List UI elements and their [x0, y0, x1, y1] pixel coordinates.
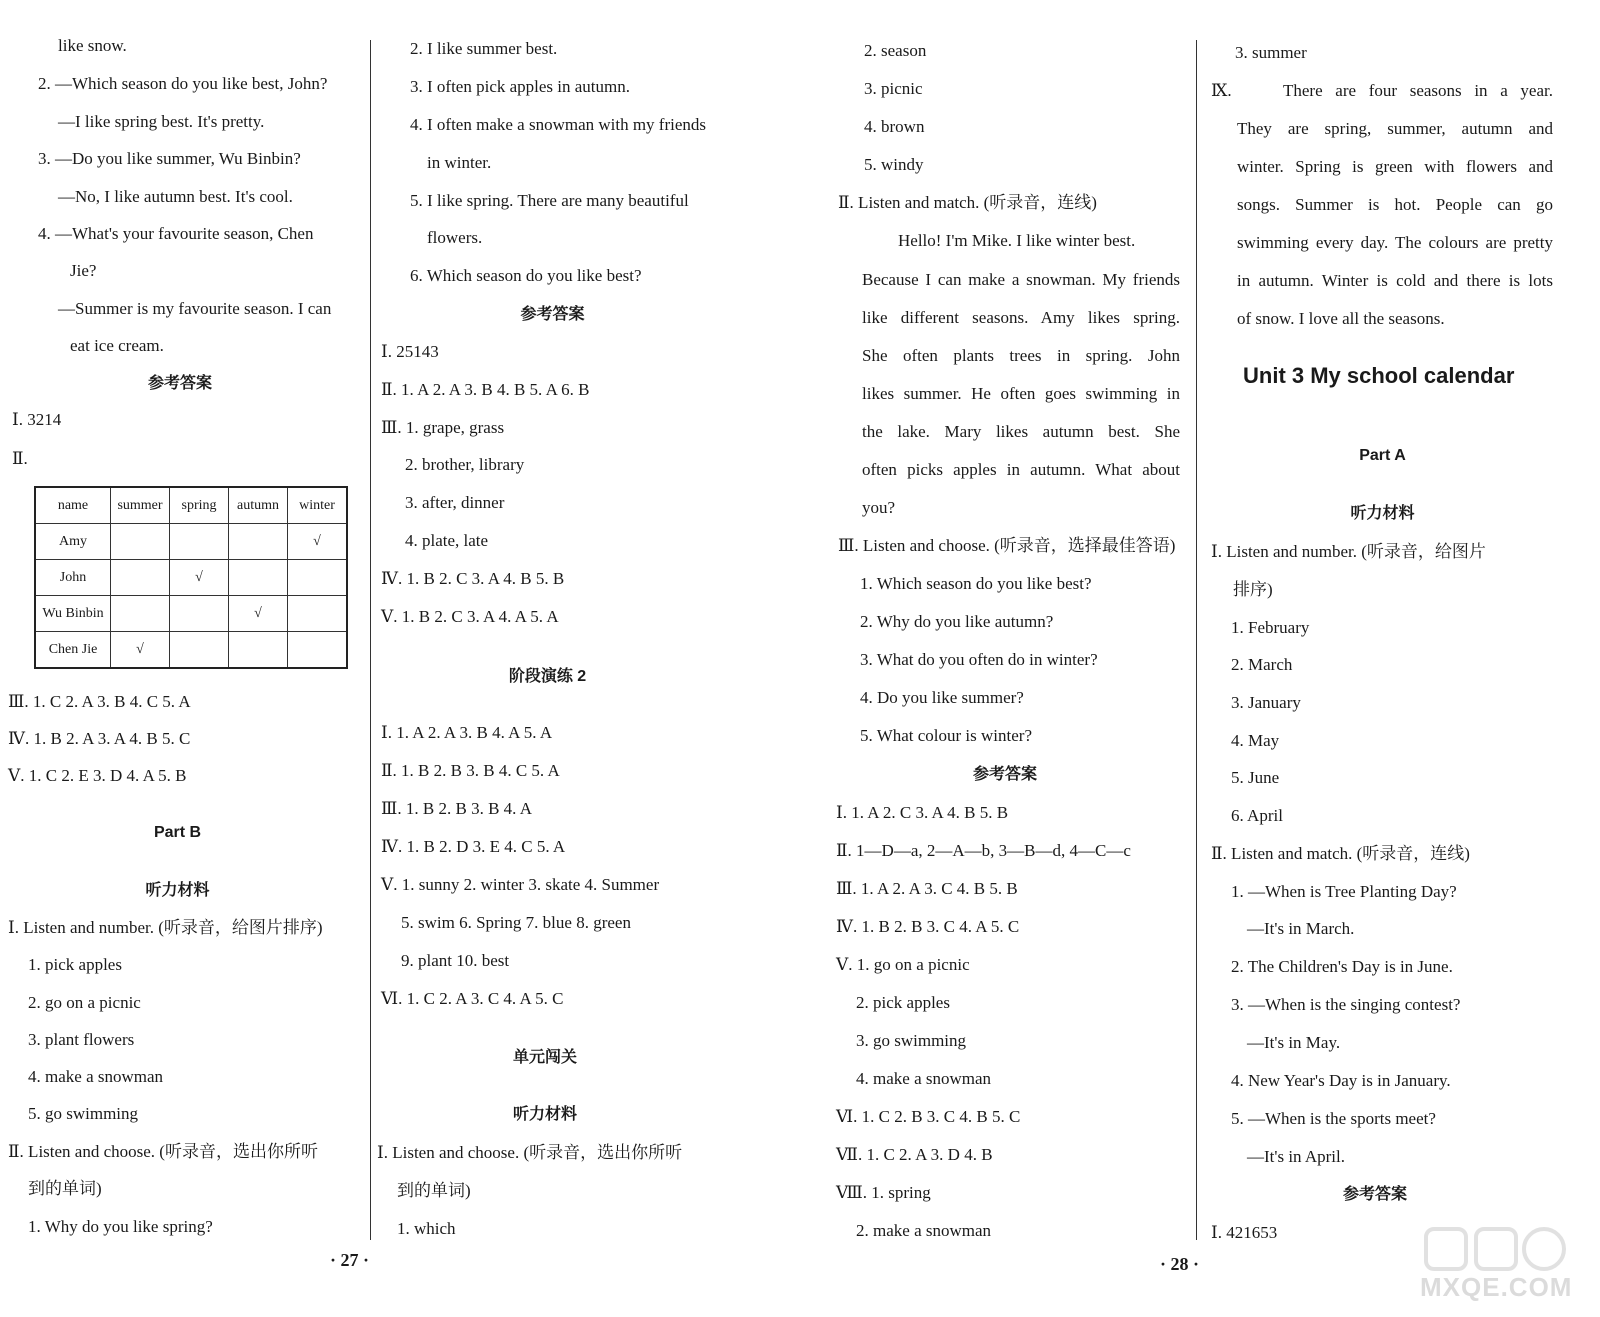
- text-line: 5. I like spring. There are many beautiful: [410, 191, 689, 210]
- answer-heading: 参考答案: [147, 375, 212, 392]
- answer-line: 3. after, dinner: [405, 493, 505, 512]
- table-cell: √: [111, 632, 170, 669]
- paragraph-line: She often plants trees in spring. John: [862, 346, 1180, 365]
- watermark-text: MXQE.COM: [1420, 1272, 1573, 1302]
- text-line: 4. —What's your favourite season, Chen: [38, 224, 314, 243]
- listening-heading: 听力材料: [1350, 505, 1415, 522]
- listening-heading: 听力材料: [145, 882, 210, 899]
- answer-line: Ⅷ. 1. spring: [836, 1183, 931, 1202]
- answer-line: Ⅵ. 1. C 2. A 3. C 4. A 5. C: [381, 989, 564, 1008]
- paragraph-line: you?: [862, 498, 896, 517]
- paragraph-line: swimming every day. The colours are pretty: [1237, 233, 1553, 252]
- answer-line: 2. make a snowman: [856, 1221, 992, 1240]
- answer-line: Ⅱ. 1—D—a, 2—A—b, 3—B—d, 4—C—c: [836, 841, 1131, 860]
- text-line: 2. March: [1231, 655, 1293, 674]
- text-line: 3. I often pick apples in autumn.: [410, 77, 631, 96]
- text-line: Ⅲ. Listen and choose. (听录音，选择最佳答语): [838, 536, 1176, 555]
- text-line: 6. Which season do you like best?: [410, 266, 642, 285]
- table-row: [35, 632, 347, 669]
- paragraph-line: winter. Spring is green with flowers and: [1237, 157, 1553, 176]
- text-line: 2. I like summer best.: [410, 39, 558, 58]
- text-line: 1. Why do you like spring?: [28, 1217, 213, 1236]
- answer-line: Ⅰ. 1. A 2. C 3. A 4. B 5. B: [836, 803, 1009, 822]
- text-line: 2. Why do you like autumn?: [860, 612, 1054, 631]
- answer-line: Ⅱ. 1. B 2. B 3. B 4. C 5. A: [381, 761, 560, 780]
- column-divider: [1196, 40, 1197, 1240]
- text-line: 3. What do you often do in winter?: [860, 650, 1098, 669]
- table-cell: [288, 632, 348, 669]
- text-line: 1. February: [1231, 618, 1310, 637]
- answer-line: Ⅴ. 1. go on a picnic: [836, 955, 970, 974]
- table-cell: √: [170, 560, 229, 596]
- paragraph-line: of snow. I love all the seasons.: [1237, 309, 1445, 328]
- text-line: 3. summer: [1235, 43, 1307, 62]
- text-line: 到的单词): [397, 1181, 471, 1200]
- paragraph-line: There are four seasons in a year.: [1283, 81, 1553, 100]
- text-line: Ⅰ. Listen and choose. (听录音，选出你所听: [377, 1143, 683, 1162]
- answer-line: Ⅱ. 1. A 2. A 3. B 4. B 5. A 6. B: [381, 380, 590, 399]
- paragraph-line: like different seasons. Amy likes spring.: [862, 308, 1180, 327]
- answer-line: Ⅳ. 1. B 2. D 3. E 4. C 5. A: [381, 837, 566, 856]
- table-header-cell: winter: [288, 487, 348, 524]
- answer-line: Ⅲ. 1. C 2. A 3. B 4. C 5. A: [8, 692, 191, 711]
- text-line: 3. plant flowers: [28, 1030, 135, 1049]
- text-line: 2. go on a picnic: [28, 993, 141, 1012]
- text-line: 4. brown: [864, 117, 925, 136]
- answer-line: 2. brother, library: [405, 455, 525, 474]
- text-line: Jie?: [70, 261, 97, 280]
- text-line: Ⅱ. Listen and match. (听录音，连线): [1211, 844, 1470, 863]
- text-line: 5. June: [1231, 768, 1280, 787]
- table-cell: √: [288, 524, 348, 560]
- paragraph-line: songs. Summer is hot. People can go: [1237, 195, 1553, 214]
- answer-line: Ⅳ. 1. B 2. B 3. C 4. A 5. C: [836, 917, 1020, 936]
- answer-line: Ⅶ. 1. C 2. A 3. D 4. B: [836, 1145, 993, 1164]
- part-heading: Part A: [1359, 447, 1406, 464]
- table-header-cell: name: [35, 487, 111, 524]
- text-line: 4. make a snowman: [28, 1067, 164, 1086]
- text-line: 2. —Which season do you like best, John?: [38, 74, 328, 93]
- paragraph-line: likes summer. He often goes swimming in: [862, 384, 1180, 403]
- answer-line: 5. swim 6. Spring 7. blue 8. green: [401, 913, 631, 932]
- watermark-glyph-icon: [1420, 1223, 1570, 1275]
- table-cell: √: [229, 596, 288, 632]
- text-line: like snow.: [58, 36, 127, 55]
- text-line: 排序): [1233, 580, 1273, 599]
- table-header-cell: summer: [111, 487, 170, 524]
- paragraph-line: in autumn. Winter is cold and there is lots: [1237, 271, 1553, 290]
- paragraph-line: They are spring, summer, autumn and: [1237, 119, 1553, 138]
- table-cell-name: John: [35, 560, 111, 596]
- unit-title: Unit 3 My school calendar: [1243, 363, 1515, 388]
- answer-line: 2. pick apples: [856, 993, 950, 1012]
- paragraph-line: Because I can make a snowman. My friends: [862, 270, 1180, 289]
- answer-line: Ⅱ.: [12, 449, 28, 468]
- answer-heading: 参考答案: [1342, 1186, 1407, 1203]
- table-cell: [170, 596, 229, 632]
- text-line: 5. What colour is winter?: [860, 726, 1033, 745]
- table-row: [35, 560, 347, 596]
- paragraph-line: the lake. Mary likes autumn best. She: [862, 422, 1180, 441]
- answer-line: Ⅲ. 1. B 2. B 3. B 4. A: [381, 799, 532, 818]
- text-line: —It's in March.: [1247, 919, 1355, 938]
- text-line: 5. go swimming: [28, 1104, 139, 1123]
- answer-line: Ⅵ. 1. C 2. B 3. C 4. B 5. C: [836, 1107, 1021, 1126]
- answer-line: 4. make a snowman: [856, 1069, 992, 1088]
- text-line: 2. The Children's Day is in June.: [1231, 957, 1453, 976]
- season-answer-table: [34, 486, 348, 669]
- table-row: [35, 524, 347, 560]
- text-line: Ⅰ. Listen and number. (听录音，给图片: [1211, 542, 1486, 561]
- text-line: 4. New Year's Day is in January.: [1231, 1071, 1451, 1090]
- text-line: 到的单词): [28, 1179, 102, 1198]
- table-row: [35, 596, 347, 632]
- page-number-left: · 27 ·: [330, 1250, 370, 1270]
- text-line: 3. —When is the singing contest?: [1231, 995, 1461, 1014]
- table-cell: [229, 560, 288, 596]
- text-line: 5. —When is the sports meet?: [1231, 1109, 1436, 1128]
- answer-line: 4. plate, late: [405, 531, 489, 550]
- text-line: —I like spring best. It's pretty.: [58, 112, 265, 131]
- stage-heading: 阶段演练 2: [508, 668, 587, 685]
- text-line: 1. —When is Tree Planting Day?: [1231, 882, 1457, 901]
- answer-line: 9. plant 10. best: [401, 951, 510, 970]
- section-label: Ⅸ.: [1211, 81, 1232, 100]
- part-heading: Part B: [153, 824, 202, 841]
- text-line: eat ice cream.: [70, 336, 164, 355]
- paragraph-line: Hello! I'm Mike. I like winter best.: [898, 231, 1136, 250]
- watermark-logo: [1420, 1223, 1573, 1303]
- text-line: flowers.: [427, 228, 483, 247]
- answer-line: Ⅴ. 1. B 2. C 3. A 4. A 5. A: [381, 607, 559, 626]
- answer-line: Ⅲ. 1. grape, grass: [381, 418, 505, 437]
- text-line: —It's in May.: [1247, 1033, 1341, 1052]
- table-cell-name: Amy: [35, 524, 111, 560]
- text-line: 4. Do you like summer?: [860, 688, 1024, 707]
- text-line: 4. I often make a snowman with my friends: [410, 115, 707, 134]
- text-line: Ⅱ. Listen and match. (听录音，连线): [838, 193, 1097, 212]
- text-line: 3. picnic: [864, 79, 923, 98]
- answer-line: Ⅰ. 1. A 2. A 3. B 4. A 5. A: [381, 723, 553, 742]
- table-header-row: [35, 487, 347, 524]
- text-line: 1. Which season do you like best?: [860, 574, 1092, 593]
- text-line: 3. January: [1231, 693, 1301, 712]
- answer-line: Ⅴ. 1. C 2. E 3. D 4. A 5. B: [8, 766, 187, 785]
- table-cell: [111, 524, 170, 560]
- table-cell: [288, 596, 348, 632]
- page-number-right: · 28 ·: [1160, 1254, 1200, 1274]
- answer-line: Ⅳ. 1. B 2. A 3. A 4. B 5. C: [8, 729, 191, 748]
- table-header-cell: spring: [170, 487, 229, 524]
- unit-test-heading: 单元闯关: [512, 1049, 577, 1066]
- text-line: —Summer is my favourite season. I can: [58, 299, 332, 318]
- table-cell: [229, 524, 288, 560]
- table-cell-name: Chen Jie: [35, 632, 111, 669]
- table-cell: [111, 596, 170, 632]
- table-cell-name: Wu Binbin: [35, 596, 111, 632]
- answer-heading: 参考答案: [520, 306, 585, 323]
- text-line: Ⅱ. Listen and choose. (听录音，选出你所听: [8, 1142, 318, 1161]
- text-line: 5. windy: [864, 155, 924, 174]
- answer-line: Ⅲ. 1. A 2. A 3. C 4. B 5. B: [836, 879, 1018, 898]
- answer-line: 3. go swimming: [856, 1031, 967, 1050]
- paragraph-line: often picks apples in autumn. What about: [862, 460, 1180, 479]
- table-header-cell: autumn: [229, 487, 288, 524]
- answer-line: Ⅳ. 1. B 2. C 3. A 4. B 5. B: [381, 569, 565, 588]
- column-divider: [370, 40, 371, 1240]
- text-line: 1. which: [397, 1219, 456, 1238]
- text-line: Ⅰ. Listen and number. (听录音，给图片排序): [8, 918, 323, 937]
- table-cell: [229, 632, 288, 669]
- table-cell: [170, 524, 229, 560]
- text-line: —It's in April.: [1247, 1147, 1345, 1166]
- text-line: 2. season: [864, 41, 927, 60]
- listening-heading: 听力材料: [512, 1106, 577, 1123]
- text-line: in winter.: [427, 153, 492, 172]
- answer-line: Ⅰ. 421653: [1211, 1223, 1278, 1242]
- answer-line: Ⅴ. 1. sunny 2. winter 3. skate 4. Summer: [381, 875, 660, 894]
- text-line: 1. pick apples: [28, 955, 122, 974]
- text-line: 4. May: [1231, 731, 1280, 750]
- answer-heading: 参考答案: [972, 766, 1037, 783]
- text-line: —No, I like autumn best. It's cool.: [58, 187, 293, 206]
- answer-line: Ⅰ. 3214: [12, 410, 62, 429]
- table-cell: [170, 632, 229, 669]
- text-line: 6. April: [1231, 806, 1283, 825]
- text-line: 3. —Do you like summer, Wu Binbin?: [38, 149, 301, 168]
- table-cell: [288, 560, 348, 596]
- table-cell: [111, 560, 170, 596]
- answer-line: Ⅰ. 25143: [381, 342, 439, 361]
